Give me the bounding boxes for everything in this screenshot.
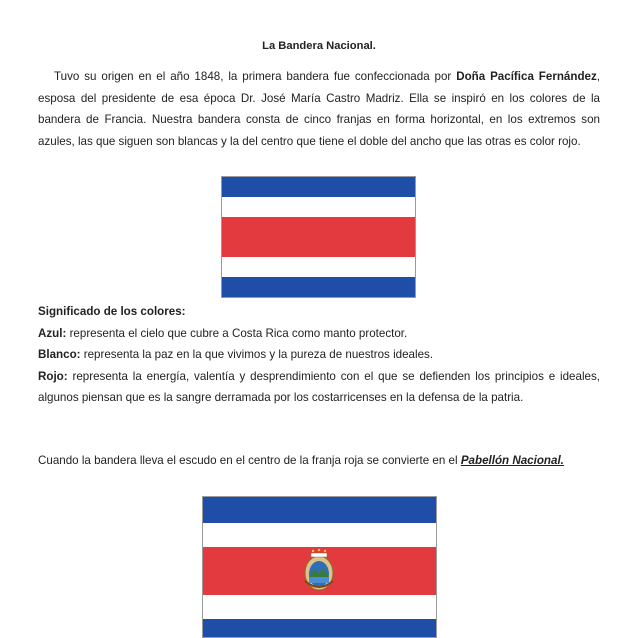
color-meaning-section bbox=[38, 301, 600, 409]
flag-stripe-blue-bottom bbox=[203, 619, 436, 638]
pabellon-nacional-flag bbox=[202, 496, 437, 638]
section-heading: Significado de los colores: bbox=[38, 305, 186, 318]
flag-stripe-blue-top bbox=[203, 497, 436, 523]
costa-rica-flag bbox=[221, 176, 416, 298]
flag-stripe-red bbox=[222, 217, 415, 257]
origin-paragraph: Tuvo su origen en el año 1848, la primera bandera fue confeccionada por Doña Pacífica Fernández, esposa del presidente de esa época Dr. José María Castro Madriz. Ella se inspiró en los colores de la bandera de Francia. Nuestra bandera consta de cinco franjas en forma horizontal, en los extremos son azules, las que siguen son blancas y la del centro que tiene el doble del ancho que las otras es color rojo. bbox=[38, 70, 601, 148]
pabellon-paragraph: Cuando la bandera lleva el escudo en el centro de la franja roja se convierte en el Pabellón Nacional. bbox=[38, 454, 564, 467]
page-title: La Bandera Nacional. bbox=[262, 40, 376, 52]
flag-stripe-white-top bbox=[222, 197, 415, 217]
coat-of-arms-icon bbox=[299, 547, 339, 595]
flag-stripe-white-bottom bbox=[203, 595, 436, 619]
flag-stripe-white-bottom bbox=[222, 257, 415, 277]
pabellon-nacional-text: Pabellón Nacional. bbox=[460, 454, 564, 467]
blanco-line: Blanco: representa la paz en la que vivimos y la pureza de nuestros ideales. bbox=[38, 348, 434, 361]
flag-stripe-white-top bbox=[203, 523, 436, 547]
bold-name: Doña Pacífica Fernández bbox=[456, 70, 597, 83]
flag-stripe-blue-bottom bbox=[222, 277, 415, 297]
flag-stripe-red bbox=[203, 547, 436, 595]
flag-stripe-blue-top bbox=[222, 177, 415, 197]
azul-line: Azul: representa el cielo que cubre a Costa Rica como manto protector. bbox=[38, 326, 408, 340]
rojo-line: Rojo: representa la energía, valentía y desprendimiento con el que se defienden los principios e ideales, algunos piensan que es la sangre derramada por los costarricenses en la defensa de la patria. bbox=[38, 369, 600, 404]
